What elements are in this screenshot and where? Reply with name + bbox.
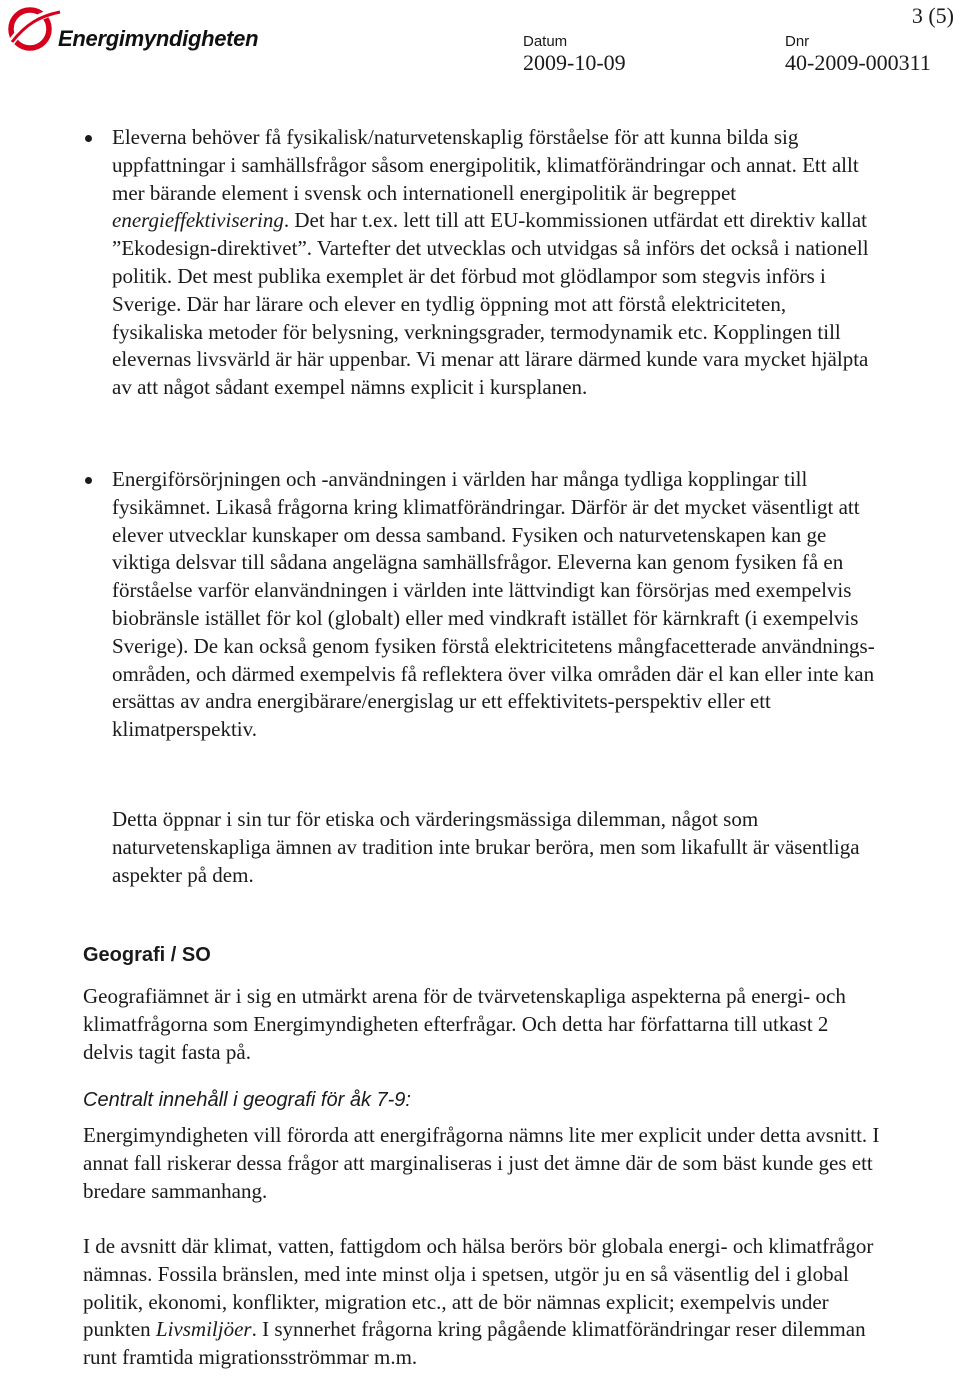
- geografi-paragraph-1-text: Energimyndigheten vill förorda att energifrågorna nämns lite mer explicit under detta avsnitt. I annat fall riskerar dessa frågor att marginaliseras i just det ämne där de som bäst kunde ges ett bredare sammanhang.: [83, 1123, 880, 1203]
- date-label: Datum: [523, 33, 568, 50]
- bullet-dot-icon: [85, 477, 92, 484]
- geografi-intro-paragraph: [83, 983, 883, 1066]
- document-header: [0, 0, 960, 80]
- geografi-paragraph-2: [83, 1233, 883, 1372]
- subheading-centralt-innehall: Centralt innehåll i geografi för åk 7-9:: [83, 1089, 411, 1111]
- bullet-paragraph-1: [112, 124, 882, 402]
- energimyndigheten-logo: [6, 4, 259, 54]
- followup-text: Detta öppnar i sin tur för etiska och värderingsmässiga dilemman, något som naturvetenskapliga ämnen av tradition inte brukar beröra, men som likafullt är väsentliga aspekter på dem.: [112, 807, 860, 887]
- logo-text: Energimyndigheten: [58, 26, 259, 51]
- dnr-value: 40-2009-000311: [785, 50, 931, 75]
- bullet-paragraph-2: [112, 466, 882, 744]
- bullet-1-text-a: Eleverna behöver få fysikalisk/naturvetenskaplig förståelse för att kunna bilda sig uppfattningar i samhällsfrågor såsom energipolitik, klimatförändringar och annat. Ett allt mer bärande element i svensk och internationell energipolitik är begreppet: [112, 125, 859, 205]
- section-heading-geografi: Geografi / SO: [83, 944, 211, 966]
- bullet-1-text-b: . Det har t.ex. lett till att EU-kommissionen utfärdat ett direktiv kallat ”Ekodesign-direktivet”. Vartefter det utvecklas och utvidgas så införs det också i nationell politik. Det mest publika exemplet är det förbud mot glödlampor som stegvis införs i Sverige. Där har lärare och elever en tydlig öppning mot att förstå elektriciteten, fysikaliska metoder för belysning, verkningsgrader, termodynamik etc. Kopplingen till elevernas livsvärld är här uppenbar. Vi menar att lärare därmed kunde vara mycket hjälpta av att något sådant exempel nämns explicit i kursplanen.: [112, 208, 869, 400]
- geografi-paragraph-2-text-b: . I synnerhet frågorna kring pågående klimatförändringar reser dilemman runt framtida migrationsströmmar m.m.: [83, 1317, 866, 1370]
- logo-swoosh-icon: [6, 4, 66, 54]
- dnr-label: Dnr: [785, 33, 810, 50]
- followup-paragraph: [112, 806, 882, 889]
- bullet-1-emphasis: energieffektivisering: [112, 208, 284, 233]
- bullet-2-text: Energiförsörjningen och -användningen i världen har många tydliga kopplingar till fysikämnet. Likaså frågorna kring klimatförändringar. Därför är det mycket väsentligt att elever utvecklar kunskaper om dessa samband. Fysiken och naturvetenskapen kan ge viktiga delsvar till sådana angelägna samhällsfrågor. Eleverna kan genom fysiken få en förståelse varför elanvändningen i världen inte lättvindigt kan försörjas med exempelvis biobränsle istället för kol (globalt) eller med vindkraft istället för kärnkraft (i exempelvis Sverige). De kan också genom fysiken förstå elektricitetens mångfacetterade användnings-områden, och därmed exempelvis få reflektera över vilka områden där el kan eller inte kan ersättas av andra energibärare/energislag ur ett effektivitets-perspektiv eller ett klimatperspektiv.: [112, 467, 875, 742]
- geografi-paragraph-2-text-a: I de avsnitt där klimat, vatten, fattigdom och hälsa berörs bör globala energi- och klimatfrågor nämnas. Fossila bränslen, med inte minst olja i spetsen, utgör ju en så väsentlig del i global politik, ekonomi, konflikter, migration etc., att de bör nämnas explicit; exempelvis under punkten: [83, 1234, 874, 1342]
- geografi-intro-text: Geografiämnet är i sig en utmärkt arena för de tvärvetenskapliga aspekterna på energi- och klimatfrågorna som Energimyndigheten efterfrågar. Och detta har författarna till utkast 2 delvis tagit fasta på.: [83, 984, 846, 1064]
- date-value: 2009-10-09: [523, 50, 626, 75]
- bullet-dot-icon: [85, 135, 92, 142]
- geografi-paragraph-1: [83, 1122, 883, 1205]
- page-number: 3 (5): [911, 3, 954, 28]
- geografi-paragraph-2-emphasis: Livsmiljöer: [155, 1317, 252, 1342]
